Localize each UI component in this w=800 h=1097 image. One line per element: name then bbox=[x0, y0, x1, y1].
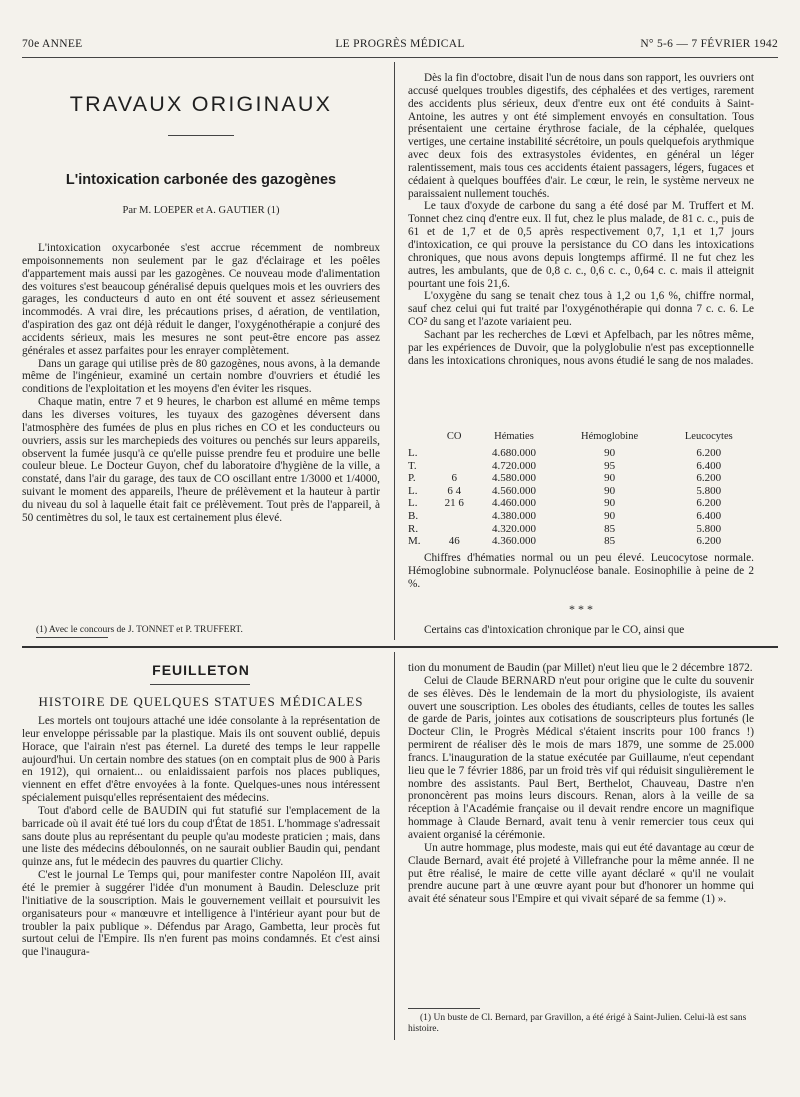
table-cell: L. bbox=[408, 484, 418, 497]
table-row bbox=[408, 460, 754, 473]
table-cell: 5.800 bbox=[696, 484, 722, 497]
paragraph: Le taux d'oxyde de carbone du sang a été dosé par M. Truffert et M. Tonnet chez cinq d'entre eux. Il fut, chez le plus malade, de 81 c. c., puis de 61 et de 1,7 et de 0,5 après respectivement 0,7, 1,1 et 1,7 jours d'intoxication, ce qui prouve la persistance du CO dans les intoxications chroniques, que nous avons depuis longtemps affirmé. Il ne fut chez les autres, les ambulants, que de 0,8 c. c., 0,6 c. c., 0,64 c. c. mais il atteignit pourtant une fois 21,6. bbox=[408, 200, 754, 290]
table-cell: 6.200 bbox=[696, 497, 722, 510]
table-cell: 6.200 bbox=[696, 535, 722, 548]
paragraph: Dans un garage qui utilise près de 80 gazogènes, nous avons, à la demande même de l'ingénieur, examiné un certain nombre d'ouvriers et étudié les conditions de l'exploitation et les moyens d'en éviter les risques. bbox=[22, 357, 380, 396]
table-cell: 4.720.000 bbox=[491, 459, 536, 472]
article-title: L'intoxication carbonée des gazogènes bbox=[65, 172, 337, 188]
table-cell: 4.460.000 bbox=[491, 497, 536, 510]
feuilleton-footnote-rule bbox=[408, 1008, 480, 1009]
table-cell: R. bbox=[408, 522, 419, 535]
table-cell: 6.200 bbox=[696, 447, 722, 459]
table-header-row bbox=[408, 431, 754, 447]
paragraph: Les mortels ont toujours attaché une idée consolante à la représentation de leur enveloppe périssable par la plastique. Mais ils ont souvent oublié, depuis Horace, que l'airain n'est pas éternel. La dureté des temps le leur rappelle aujourd'hui. Un certain nombre des statues (on en comptait plus de 900 à Paris en 1912), qui ornaient... ou enlaidissaient parfois nos places publiques, viennent en effet d'être envoyées à la fonte. Quelques-unes nous intéressent spécialement puisqu'elles représentaient des médecins. bbox=[22, 715, 380, 805]
article-left-column bbox=[22, 242, 380, 525]
paragraph: L'intoxication oxycarbonée s'est accrue récemment de nombreux empoisonnements non seulement par le gaz d'éclairage et les poêles d'appartement mais aussi par les gazogènes. Ce nouveau mode d'alimentation des voitures s'est beaucoup généralisé depuis quelques mois et les ouvriers des garages, les conducteurs d auto en ont été souvent et assez sérieusement incommodés. A vrai dire, les précautions prises, d aération, de ventilation, d'aspiration des gaz ont déjà réduit le danger, l'oxygénothérapie a conjuré des accidents sérieux, mais les mesures ne sont peut-être encore pas assez générales et assez parfaites pour les enrayer complètement. bbox=[22, 242, 380, 357]
paragraph: tion du monument de Baudin (par Millet) n'eut lieu que le 2 décembre 1872. bbox=[408, 662, 753, 674]
table-cell: 4.680.000 bbox=[491, 447, 536, 459]
paragraph: Dès la fin d'octobre, disait l'un de nous dans son rapport, les ouvriers ont accusé quelques troubles digestifs, des céphalées et des vertiges, rarement des accidents plus sérieux, deux d'entre eux ont été conduits à Saint-Antoine, les autres y ont été simplement envoyés en consultation. Tous présentaient une certaine érythrose faciale, de la céphalée, quelques vertiges, une certaine instabilité sécrétoire, un pouls quelquefois arythmique avec deux fois des extrasystoles évidentes, en général un léger ralentissement, mais tous ces accidents étaient passagers, légers, fugaces et cédaient à quelques bouffées d'air. Le cœur, le rein, le système nerveux ne paraissaient nullement touchés. bbox=[408, 72, 754, 200]
table-cell: 4.560.000 bbox=[491, 484, 536, 497]
feuilleton-footnote: (1) Un buste de Cl. Bernard, par Gravillon, a été érigé à Saint-Julien. Celui-là est sans histoire. bbox=[408, 1013, 747, 1034]
feuilleton-right-column bbox=[408, 662, 754, 906]
paragraph: Chaque matin, entre 7 et 9 heures, le charbon est allumé en même temps dans les diverses voitures, les tuyaux des gazogènes déversent dans l'atmosphère des fumées de plus en plus riches en CO et les conducteurs ou ouvriers, assis sur les marchepieds des voitures ou penchés sur leurs appareils, observent la fumée jusqu'à ce qu'elle puisse prendre feu et produire une belle couleur bleue. Le Docteur Guyon, chef du laboratoire d'hygiène de la ville, a constaté, dans l'air du garage, des taux de CO oscillant entre 1/3000 et 1/4000, suivant le moment des appareils, l'heure de prélèvement et la hauteur à partir du niveau du sol à laquelle était fait ce prélèvement. Tout près de l'appareil, à 50 centimètres du sol, le taux est certainement plus élevé. bbox=[22, 396, 380, 524]
title-divider bbox=[168, 135, 234, 136]
table-cell: 6.400 bbox=[696, 509, 722, 522]
feuilleton-subtitle: HISTOIRE DE QUELQUES STATUES MÉDICALES bbox=[38, 694, 364, 709]
table-cell: 6 4 bbox=[447, 484, 462, 497]
article-right-column bbox=[408, 72, 754, 367]
table-row bbox=[408, 535, 754, 548]
table-row bbox=[408, 510, 754, 523]
paragraph: C'est le journal Le Temps qui, pour manifester contre Napoléon III, avait été le premier à suggérer l'idée d'un monument à Baudin. Delescluze prit l'initiative de la souscription. Mais le gouvernement veillait et poursuivit les organisateurs pour « manœuvre et intelligence à l'intérieur ayant pour but de troubler la paix publique ». Défendus par Arago, Gambetta, leur procès fut surtout celui de l'Empire. Ils n'en furent pas moins condamnés. Et c'est ainsi que l'inaugura- bbox=[22, 869, 380, 959]
article-footnote: (1) Avec le concours de J. TONNET et P. TRUFFERT. bbox=[36, 625, 243, 635]
table-cell: 46 bbox=[448, 535, 460, 548]
table-cell: 4.320.000 bbox=[491, 522, 536, 535]
table-header bbox=[408, 431, 436, 447]
paragraph: Certains cas d'intoxication chronique par le CO, ainsi que bbox=[424, 624, 685, 636]
table-cell: 4.580.000 bbox=[491, 472, 536, 485]
feuilleton-title: FEUILLETON bbox=[152, 662, 250, 678]
paragraph: Chiffres d'hématies normal ou un peu élevé. Leucocytose normale. Hémoglobine subnormale. Polynucléose banale. Eosinophilie à peine de 2 %. bbox=[408, 552, 754, 590]
table-header: Hématies bbox=[494, 431, 534, 442]
table-cell: 90 bbox=[604, 484, 616, 497]
continuation-line bbox=[408, 624, 754, 637]
table-cell bbox=[436, 523, 472, 536]
table-row bbox=[408, 497, 754, 510]
table-cell bbox=[436, 510, 472, 523]
table-cell: 6.200 bbox=[696, 472, 722, 485]
table-cell: 6 bbox=[451, 472, 457, 485]
table-cell: T. bbox=[408, 459, 417, 472]
table-cell: B. bbox=[408, 509, 419, 522]
table-cell: 85 bbox=[604, 535, 616, 548]
table-cell bbox=[436, 460, 472, 473]
table-cell: 90 bbox=[604, 472, 616, 485]
table-row bbox=[408, 485, 754, 498]
table-cell: 4.380.000 bbox=[491, 509, 536, 522]
volume-label: 70e ANNEE bbox=[22, 38, 83, 50]
byline: Par M. LOEPER et A. GAUTIER (1) bbox=[122, 205, 280, 216]
table-cell: 4.360.000 bbox=[491, 535, 536, 548]
column-rule bbox=[394, 62, 395, 640]
table-cell: 95 bbox=[604, 459, 616, 472]
table-cell: 85 bbox=[604, 522, 616, 535]
table-header: Leucocytes bbox=[684, 431, 733, 442]
table-row bbox=[408, 447, 754, 460]
paragraph: Tout d'abord celle de BAUDIN qui fut statufié sur l'emplacement de la barricade où il avait été tué lors du coup d'État de 1851. L'hommage s'adressait sans doute plus au représentant du peuple qu'au modeste praticien ; mais, dans une liste des médecins déboulonnés, on ne saurait oublier Baudin qui, pendant quinze ans, fut le médecin des pauvres du quartier Clichy. bbox=[22, 804, 380, 869]
after-table-text bbox=[408, 552, 754, 591]
feuilleton-divider bbox=[150, 684, 250, 685]
section-stars: * * * bbox=[569, 602, 593, 616]
table-cell: 21 6 bbox=[444, 497, 464, 510]
header-rule bbox=[22, 57, 778, 58]
table-header: CO bbox=[446, 431, 462, 442]
table-cell: 90 bbox=[604, 509, 616, 522]
feuilleton-column-rule bbox=[394, 652, 395, 1040]
table-cell bbox=[436, 447, 472, 460]
table-cell: 5.800 bbox=[696, 522, 722, 535]
page-header bbox=[22, 38, 778, 54]
journal-title: LE PROGRÈS MÉDICAL bbox=[335, 38, 465, 50]
table-cell: L. bbox=[408, 497, 418, 510]
feuilleton-separator bbox=[22, 646, 778, 648]
paragraph: Sachant par les recherches de Lœvi et Apfelbach, par les nôtres même, par les expériences de Duvoir, que la polyglobulie n'est pas exceptionnelle dans les intoxications chroniques, nous avons étudié le sang de nos malades. bbox=[408, 328, 754, 367]
section-title: TRAVAUX ORIGINAUX bbox=[69, 92, 333, 116]
feuilleton-left-column bbox=[22, 715, 380, 959]
paragraph: Un autre hommage, plus modeste, mais qui eut été davantage au cœur de Claude Bernard, avait été projeté à Villefranche pour la même année. Il ne put être réalisé, le maire de cette ville ayant déclaré « qu'il ne voulait prendre aucune part à une œuvre ayant pour but d'honorer un homme qui avait été sénateur sous l'Empire et qui vivait séparé de sa femme (1) ». bbox=[408, 841, 754, 906]
table-cell: 6.400 bbox=[696, 459, 722, 472]
blood-table bbox=[408, 431, 754, 548]
table-cell: P. bbox=[408, 472, 416, 485]
table-cell: M. bbox=[408, 535, 421, 548]
table-row bbox=[408, 523, 754, 536]
paragraph: L'oxygène du sang se tenait chez tous à 1,2 ou 1,6 %, chiffre normal, sauf chez celui qui fut traité par l'oxygénothérapie qui donna 7 c. c. 6. Le CO² du sang et l'azote variaient peu. bbox=[408, 290, 754, 329]
table-cell: L. bbox=[408, 447, 418, 459]
footnote-rule bbox=[36, 637, 108, 638]
table-cell: 90 bbox=[604, 447, 616, 459]
table-header: Hémoglobine bbox=[580, 431, 639, 442]
paragraph: Celui de Claude BERNARD n'eut pour origine que le culte du souvenir de ses élèves. Dès le lendemain de la mort du physiologiste, ils avaient ouvert une souscription. Les oboles des étudiants, celles de toutes les salles de garde de Paris, jointes aux cotisations de souscripteurs plus fortunés (le Docteur Clin, le Progrès Médical s'étaient inscrits pour 100 francs !) permirent de réaliser dès le mois de mars 1879, une somme de 25.000 francs. L'inauguration de la statue exécutée par Guillaume, n'eut cependant lieu que le 7 février 1886, par un froid très vif qui réduisit singulièrement le nombre des assistants. Paul Bert, Berthelot, Chauveau, Dastre n'en prononcèrent pas moins leurs discours. Renan, alors à la veille de sa réception à l'Académie française ou il devait rendre encore un magnifique hommage à Claude Bernard, avait tenu à venir remercier tous ceux qui avaient organisé la cérémonie. bbox=[408, 674, 754, 841]
table-cell: 90 bbox=[604, 497, 616, 510]
table-row bbox=[408, 472, 754, 485]
issue-date: N° 5-6 — 7 FÉVRIER 1942 bbox=[640, 38, 778, 50]
